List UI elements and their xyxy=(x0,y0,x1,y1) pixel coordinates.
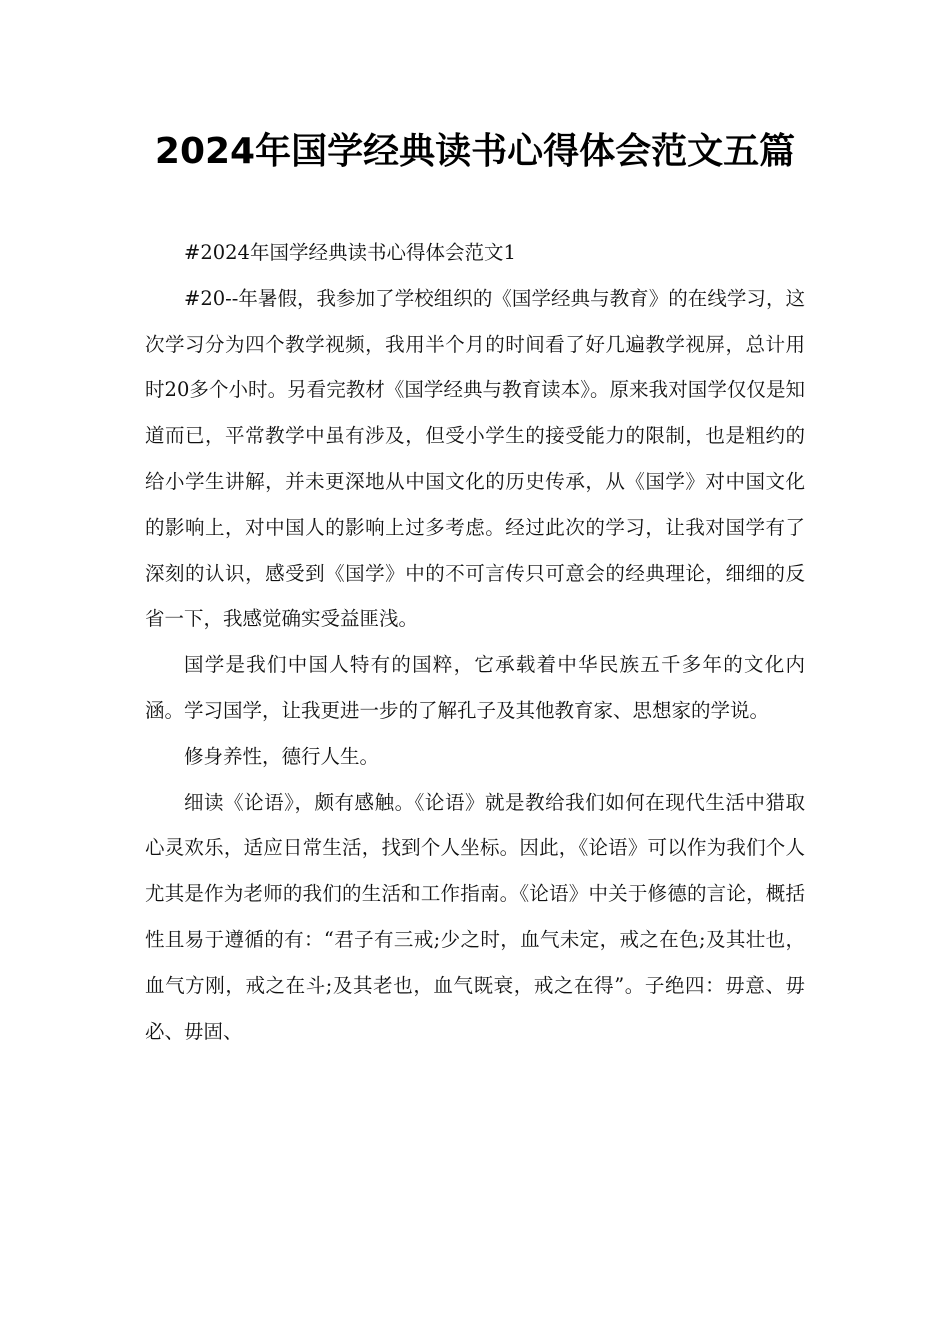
paragraph-lunyu: 细读《论语》，颇有感触。《论语》就是教给我们如何在现代生活中猎取心灵欢乐，适应日常生活，找到个人坐标。因此，《论语》可以作为我们个人尤其是作为老师的我们的生活和工作指南。《论语》中关于修德的言论，概括性且易于遵循的有：“君子有三戒;少之时，血气未定，戒之在色;及其壮也，血气方刚，戒之在斗;及其老也，血气既衰，戒之在得”。子绝四：毋意、毋必、毋固、 xyxy=(145,790,805,1043)
document-title: 2024年国学经典读书心得体会范文五篇 xyxy=(154,131,796,172)
paragraph-guoxue: 国学是我们中国人特有的国粹，它承载着中华民族五千多年的文化内涵。学习国学，让我更进一步的了解孔子及其他教育家、思想家的学说。 xyxy=(145,653,805,722)
paragraph-intro: #20--年暑假，我参加了学校组织的《国学经典与教育》的在线学习，这次学习分为四个教学视频，我用半个月的时间看了好几遍教学视屏，总计用时20多个小时。另看完教材《国学经典与教育读本》。原来我对国学仅仅是知道而已，平常教学中虽有涉及，但受小学生的接受能力的限制，也是粗约的给小学生讲解，并未更深地从中国文化的历史传承，从《国学》对中国文化的影响上，对中国人的影响上过多考虑。经过此次的学习，让我对国学有了深刻的认识，感受到《国学》中的不可言传只可意会的经典理论，细细的反省一下，我感觉确实受益匪浅。 xyxy=(145,286,805,631)
document-body xyxy=(145,230,805,1054)
paragraph-xiushen: 修身养性，德行人生。 xyxy=(184,744,380,768)
section-heading: #2024年国学经典读书心得体会范文1 xyxy=(184,241,516,264)
